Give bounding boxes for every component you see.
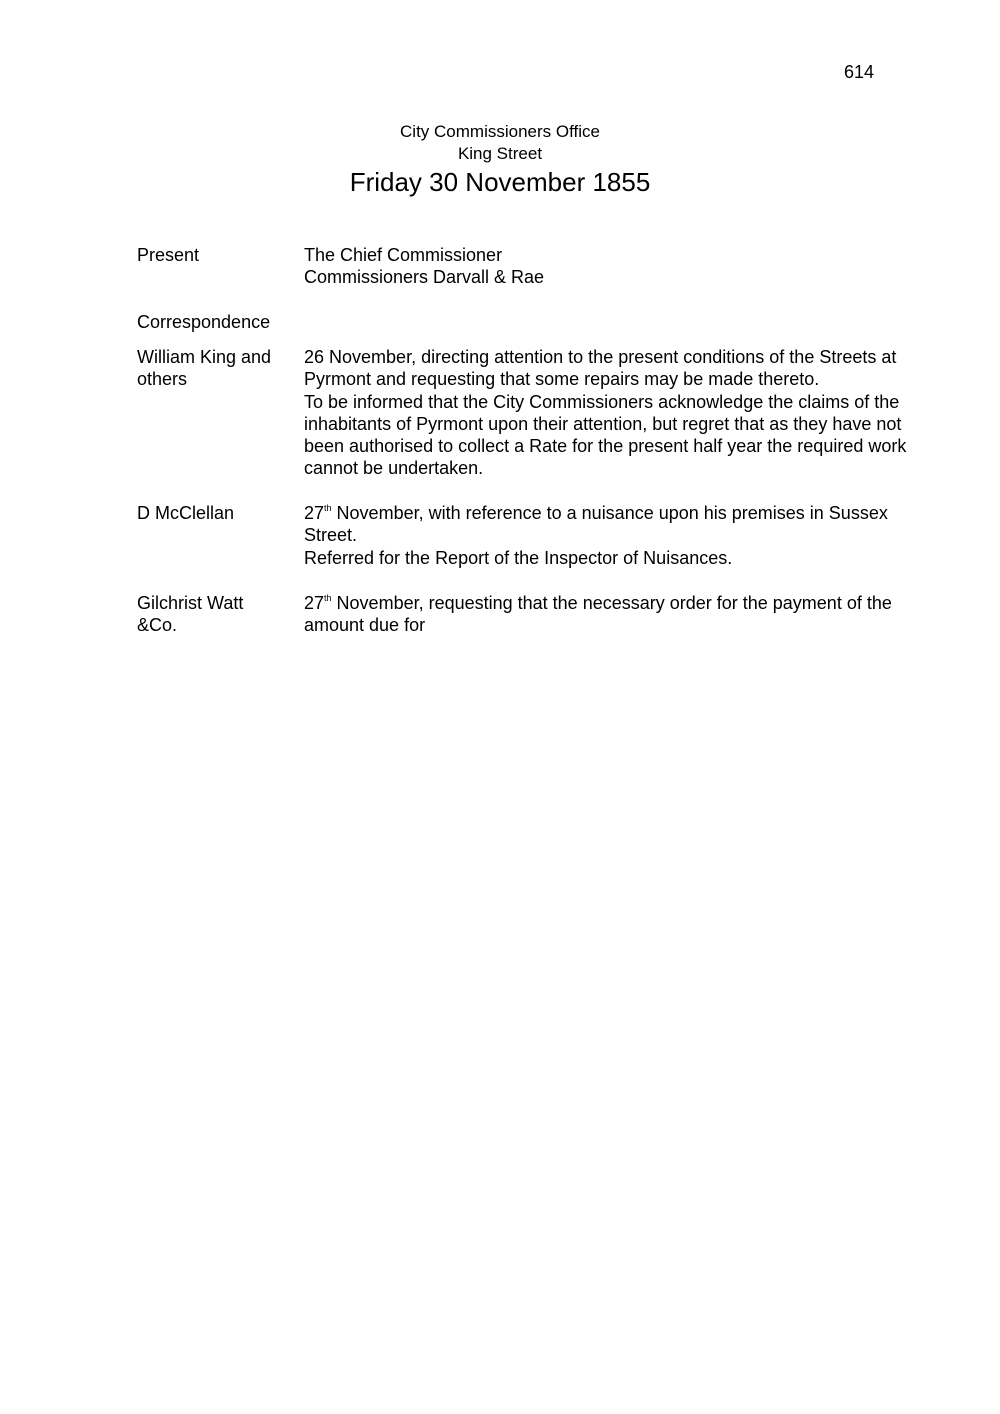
present-list	[304, 244, 924, 289]
page-number: 614	[844, 62, 875, 82]
entry-letter-text: November, with reference to a nuisance upon his premises in Sussex Street.	[304, 503, 888, 546]
entry-date-suffix: th	[324, 593, 332, 603]
entry-body	[304, 346, 924, 480]
entry-letter	[304, 502, 924, 547]
correspondence-heading: Correspondence	[137, 312, 271, 332]
present-member: Commissioners Darvall & Rae	[304, 267, 545, 288]
entry-letter-text: November, requesting that the necessary order for the payment of the amount due for	[304, 593, 892, 636]
office-name: City Commissioners Office	[400, 122, 600, 141]
entry-letter	[304, 592, 924, 637]
entry-resolution: To be informed that the City Commissioners acknowledge the claims of the inhabitants of Pyrmont upon their attention, but regret that as they have not been authorised to collect a Rate for the present half year the required work cannot be undertaken.	[304, 391, 907, 479]
meeting-date: Friday 30 November 1855	[349, 167, 651, 197]
entry-sender: William King and others	[137, 347, 272, 390]
entry-letter	[304, 346, 924, 391]
entry-date-day: 27	[304, 593, 325, 613]
entry-sender: D McClellan	[137, 503, 235, 523]
entry-resolution: Referred for the Report of the Inspector of Nuisances.	[304, 547, 733, 568]
entry-date-day: 27	[304, 503, 325, 523]
entry-date-day: 26	[304, 347, 325, 367]
office-street: King Street	[457, 144, 543, 163]
present-label: Present	[137, 245, 200, 265]
entry-body	[304, 592, 924, 637]
entry-sender: Gilchrist Watt &Co.	[137, 593, 244, 636]
entry-body	[304, 502, 924, 569]
entry-letter-text: November, directing attention to the present conditions of the Streets at Pyrmont and requesting that some repairs may be made thereto.	[304, 347, 897, 390]
minutes-header	[0, 121, 1000, 197]
present-member: The Chief Commissioner	[304, 245, 503, 265]
entry-date-suffix: th	[324, 503, 332, 513]
